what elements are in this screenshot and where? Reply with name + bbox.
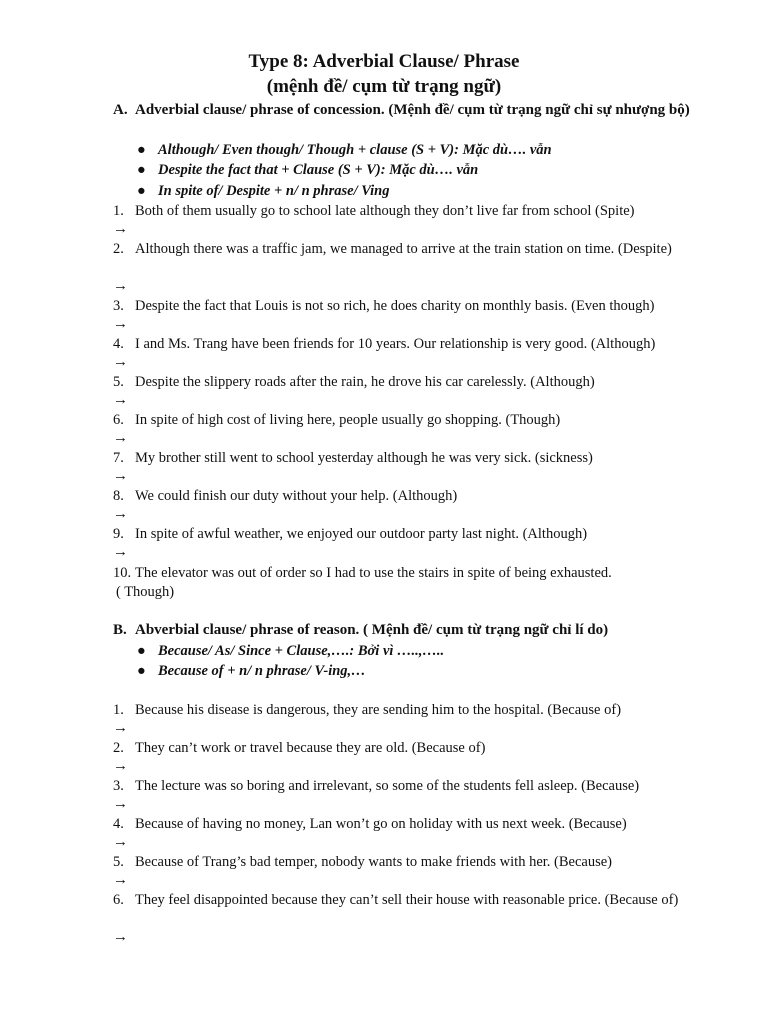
item-text: Although there was a traffic jam, we managed to arrive at the train station on time. (Despite) <box>135 241 672 257</box>
bullet-dot: ● <box>137 663 146 679</box>
section-heading-text: Abverbial clause/ phrase of reason. ( Mệnh đề/ cụm từ trạng ngữ chỉ lí do) <box>135 622 609 638</box>
item-number: 8. <box>113 488 124 504</box>
item-text: Because his disease is dangerous, they are sending him to the hospital. (Because of) <box>135 702 622 718</box>
item-number: 3. <box>113 298 124 314</box>
item-text: They can’t work or travel because they are old. (Because of) <box>135 740 486 756</box>
bullet-text: Despite the fact that + Clause (S + V): Mặc dù…. vẫn <box>158 162 479 178</box>
item-number: 2. <box>113 241 124 257</box>
item-text: In spite of awful weather, we enjoyed our outdoor party last night. (Although) <box>135 526 588 542</box>
answer-arrow: → <box>113 430 128 446</box>
item-text: They feel disappointed because they can’t sell their house with reasonable price. (Because of) <box>135 892 679 908</box>
answer-arrow: → <box>113 796 128 812</box>
item-number: 2. <box>113 740 124 756</box>
item-number: 4. <box>113 816 124 832</box>
bullet-dot: ● <box>137 643 146 659</box>
page-title: Type 8: Adverbial Clause/ Phrase <box>248 51 520 72</box>
exercise-item <box>113 202 722 221</box>
exercise-item <box>113 240 722 259</box>
exercise-item <box>113 373 722 392</box>
item-number: 5. <box>113 854 124 870</box>
exercise-item <box>113 739 722 758</box>
answer-arrow: → <box>113 221 128 237</box>
section-letter: B. <box>113 622 127 638</box>
exercise-item <box>113 525 722 544</box>
exercise-item <box>113 335 722 354</box>
answer-arrow: → <box>113 392 128 408</box>
section-a-heading <box>113 101 725 120</box>
item-text: In spite of high cost of living here, people usually go shopping. (Though) <box>135 412 561 428</box>
bullet-item <box>137 161 727 180</box>
item-continuation: ( Though) <box>116 584 175 600</box>
exercise-item <box>113 777 722 796</box>
bullet-dot: ● <box>137 183 146 199</box>
item-text: Because of Trang’s bad temper, nobody wants to make friends with her. (Because) <box>135 854 612 870</box>
answer-arrow: → <box>113 468 128 484</box>
bullet-text: In spite of/ Despite + n/ n phrase/ Ving <box>158 183 390 199</box>
answer-arrow: → <box>113 316 128 332</box>
bullet-item <box>137 141 727 160</box>
item-number: 9. <box>113 526 124 542</box>
item-text: Both of them usually go to school late although they don’t live far from school (Spite) <box>135 203 635 219</box>
item-number: 10. <box>113 565 132 581</box>
item-text: Despite the fact that Louis is not so rich, he does charity on monthly basis. (Even though) <box>135 298 655 314</box>
answer-arrow: → <box>113 278 128 294</box>
exercise-item <box>113 891 722 910</box>
bullet-item <box>137 182 727 201</box>
answer-arrow: → <box>113 758 128 774</box>
item-text: I and Ms. Trang have been friends for 10 years. Our relationship is very good. (Although) <box>135 336 656 352</box>
exercise-item <box>113 564 722 583</box>
answer-arrow: → <box>113 929 128 945</box>
answer-arrow: → <box>113 834 128 850</box>
exercise-item <box>113 411 722 430</box>
page-subtitle: (mệnh đề/ cụm từ trạng ngữ) <box>266 76 502 97</box>
exercise-item <box>113 297 722 316</box>
answer-arrow: → <box>113 544 128 560</box>
answer-arrow: → <box>113 506 128 522</box>
item-number: 6. <box>113 412 124 428</box>
answer-arrow: → <box>113 720 128 736</box>
section-b-heading <box>113 621 725 640</box>
bullet-text: Because of + n/ n phrase/ V-ing,… <box>158 663 366 679</box>
item-number: 1. <box>113 702 124 718</box>
exercise-item <box>113 701 722 720</box>
bullet-item <box>137 662 727 681</box>
item-text: My brother still went to school yesterday although he was very sick. (sickness) <box>135 450 593 466</box>
bullet-dot: ● <box>137 162 146 178</box>
item-text: The elevator was out of order so I had to use the stairs in spite of being exhausted. <box>135 565 612 581</box>
exercise-item <box>113 449 722 468</box>
item-number: 4. <box>113 336 124 352</box>
answer-arrow: → <box>113 354 128 370</box>
item-number: 7. <box>113 450 124 466</box>
item-text: We could finish our duty without your help. (Although) <box>135 488 458 504</box>
bullet-text: Although/ Even though/ Though + clause (S + V): Mặc dù…. vẫn <box>158 142 552 158</box>
item-text: Despite the slippery roads after the rain, he drove his car carelessly. (Although) <box>135 374 595 390</box>
section-heading-text: Adverbial clause/ phrase of concession. (Mệnh đề/ cụm từ trạng ngữ chỉ sự nhượng bộ) <box>135 102 690 118</box>
exercise-item <box>113 815 722 834</box>
item-number: 6. <box>113 892 124 908</box>
exercise-item <box>113 853 722 872</box>
item-number: 1. <box>113 203 124 219</box>
bullet-text: Because/ As/ Since + Clause,….: Bởi vì …..,….. <box>158 643 445 659</box>
exercise-item <box>113 487 722 506</box>
item-number: 5. <box>113 374 124 390</box>
bullet-dot: ● <box>137 142 146 158</box>
bullet-item <box>137 642 727 661</box>
item-text: Because of having no money, Lan won’t go on holiday with us next week. (Because) <box>135 816 627 832</box>
item-number: 3. <box>113 778 124 794</box>
answer-arrow: → <box>113 872 128 888</box>
item-text: The lecture was so boring and irrelevant, so some of the students fell asleep. (Because) <box>135 778 640 794</box>
section-letter: A. <box>113 102 128 118</box>
